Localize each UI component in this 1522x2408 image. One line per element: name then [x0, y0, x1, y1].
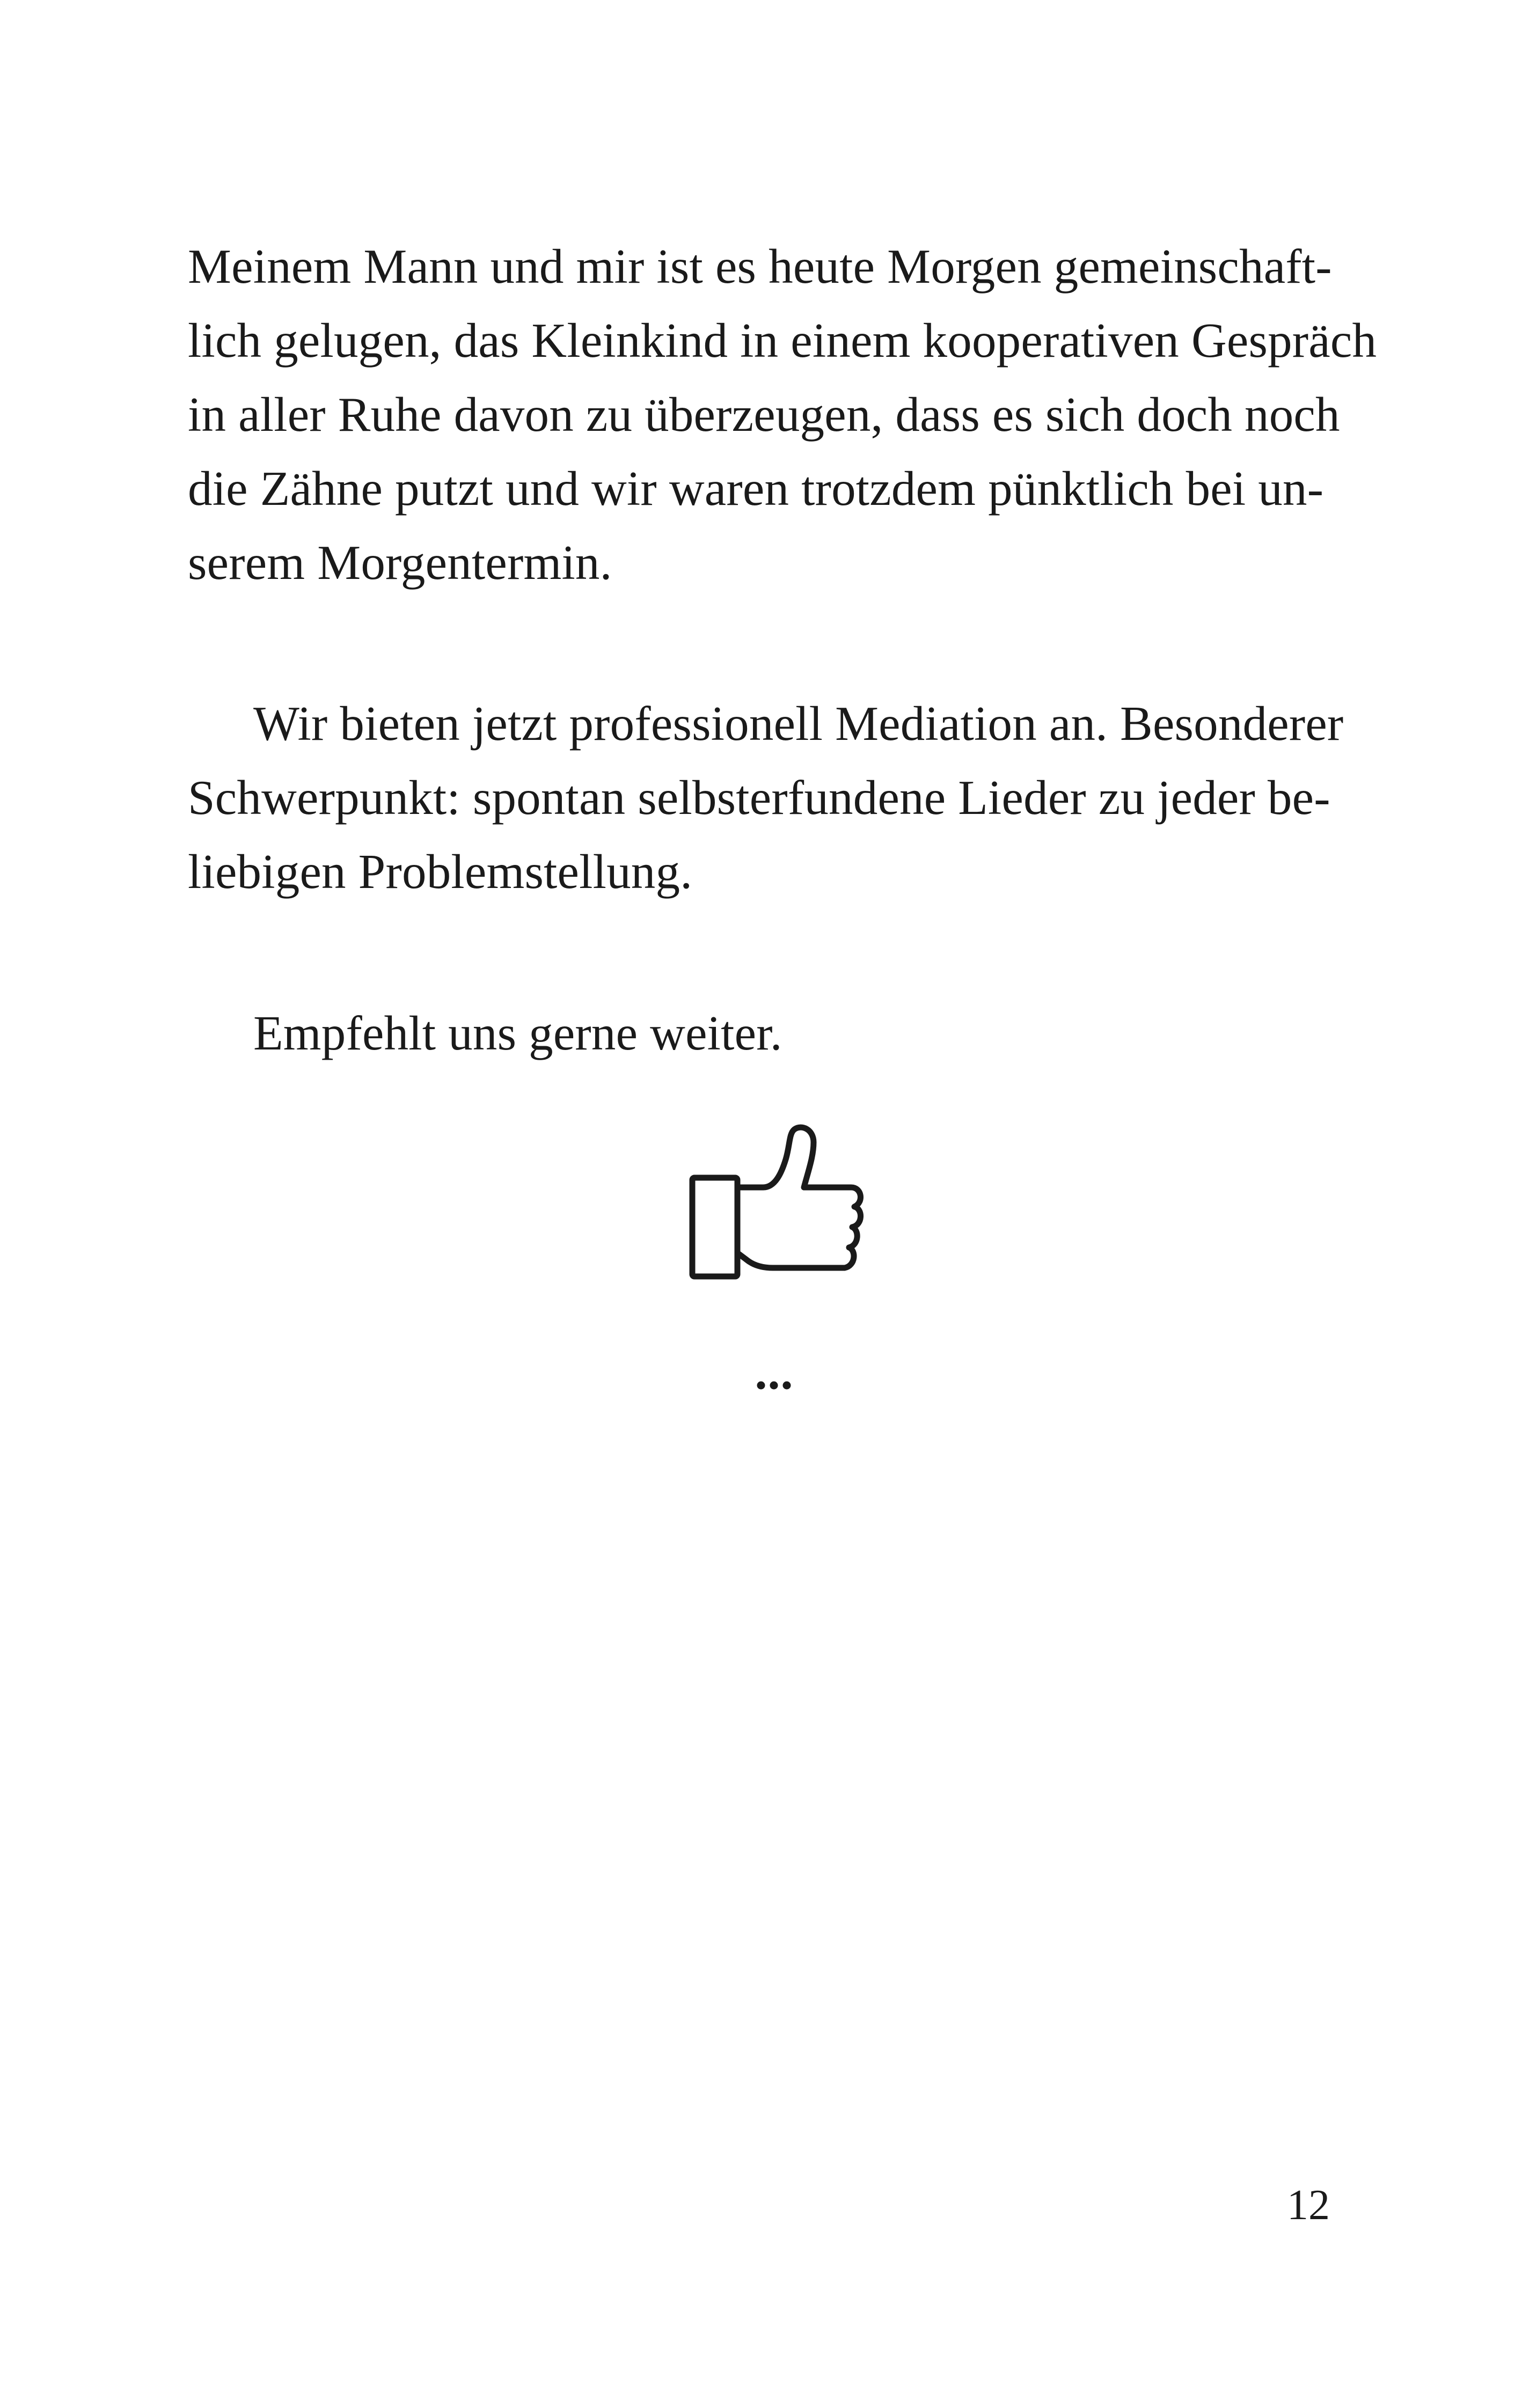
- text-line: lich gelugen, das Kleinkind in einem kooperativen Gespräch: [188, 313, 1377, 368]
- text-line: serem Morgentermin.: [188, 535, 612, 590]
- thumbs-up-icon: [689, 1124, 866, 1280]
- text-line: die Zähne putzt und wir waren trotzdem pünktlich bei un-: [188, 461, 1324, 516]
- text-line: Empfehlt uns gerne weiter.: [253, 1006, 782, 1060]
- text-line: in aller Ruhe davon zu überzeugen, dass es sich doch noch: [188, 387, 1340, 442]
- page-number: 12: [1287, 2182, 1330, 2229]
- text-line: liebigen Problemstellung.: [188, 845, 693, 899]
- text-line: Schwerpunkt: spontan selbsterfundene Lieder zu jeder be-: [188, 770, 1330, 825]
- ellipsis-icon: [756, 1380, 792, 1391]
- text-line: Wir bieten jetzt professionell Mediation an. Besonderer: [253, 696, 1344, 751]
- text-line: Meinem Mann und mir ist es heute Morgen gemeinschaft-: [188, 239, 1332, 293]
